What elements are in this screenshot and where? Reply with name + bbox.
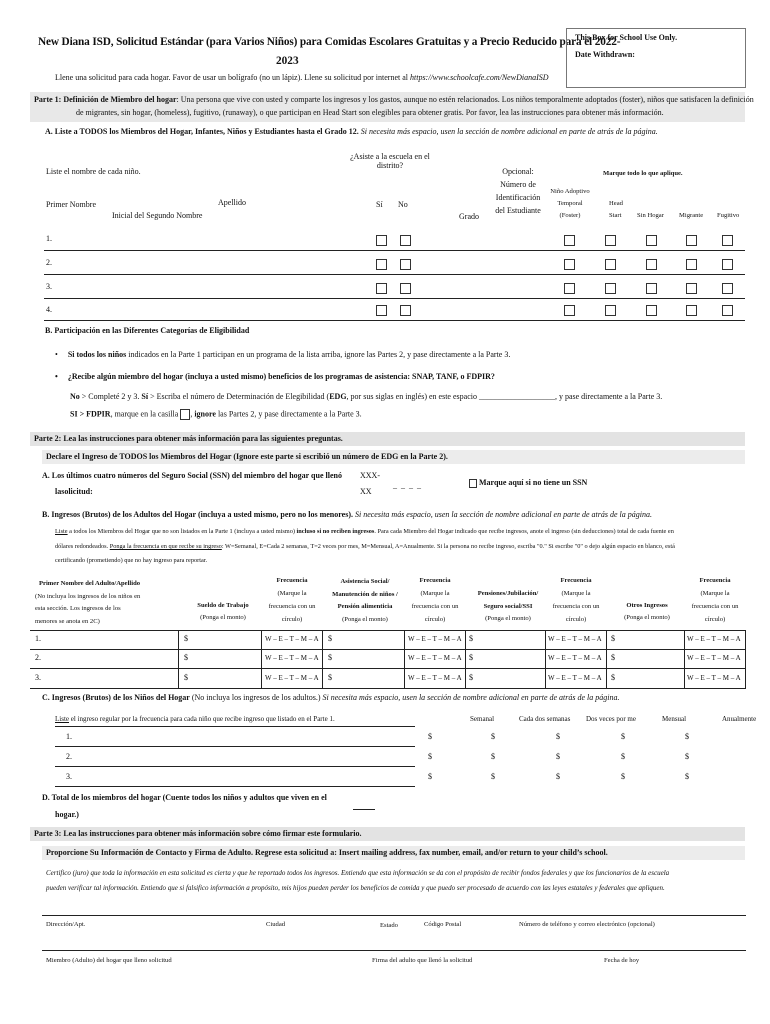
assistance-frequency[interactable]: W – E – T – M – A <box>408 635 462 643</box>
adult-table-bottom <box>30 688 746 689</box>
twice-monthly-amount[interactable]: $ <box>556 732 560 741</box>
attend-yes-checkbox[interactable] <box>376 305 387 316</box>
salary-frequency[interactable]: W – E – T – M – A <box>265 654 319 662</box>
annual-amount[interactable]: $ <box>685 752 689 761</box>
middle-initial-label: Inicial del Segundo Nombre <box>112 211 203 220</box>
homeless-checkbox[interactable] <box>646 283 657 294</box>
bullet-benefits <box>55 372 495 381</box>
twice-monthly-amount[interactable]: $ <box>556 772 560 781</box>
other-income-header <box>612 600 682 624</box>
other-frequency[interactable]: W – E – T – M – A <box>687 674 741 682</box>
identification-label: Identificación <box>495 193 541 202</box>
assistance-frequency[interactable]: W – E – T – M – A <box>408 674 462 682</box>
runaway-checkbox[interactable] <box>722 235 733 246</box>
freq-4: círculo) <box>424 616 446 623</box>
freq-4: círculo) <box>281 616 303 623</box>
no-option-text: > Completé 2 y 3. <box>79 392 142 401</box>
salary-2: (Ponga el monto) <box>200 614 246 621</box>
biweekly-amount[interactable]: $ <box>491 732 495 741</box>
signature-label: Firma del adulto que llenó la solicitud <box>372 957 473 964</box>
freq-1: Frecuencia <box>419 577 451 584</box>
pension-header <box>470 588 546 626</box>
household-def-label: Definición de Miembro del hogar <box>63 95 177 104</box>
runaway-label: Fugitivo <box>717 212 740 219</box>
section-c-italic: Si necesita más espacio, usen la sección de nombre adicional en parte de atrás de la página. <box>320 693 620 702</box>
assist-4: (Ponga el monto) <box>342 615 388 623</box>
income-note-1 <box>55 528 674 535</box>
annual-amount[interactable]: $ <box>685 772 689 781</box>
runaway-checkbox[interactable] <box>722 283 733 294</box>
attend-yes-checkbox[interactable] <box>376 235 387 246</box>
yes-option-text: > Escriba el número de Determinación de Elegibilidad ( <box>148 392 330 401</box>
section-a-bold: A. Liste a TODOS los Miembros del Hogar, Infantes, Niños y Estudiantes hasta el Grado 12. <box>45 127 359 136</box>
edg-text: , por sus siglas en inglés) en este espacio ___________________, y pase directamente a la Parte 3. <box>346 392 663 401</box>
foster-header <box>545 186 595 222</box>
freq-header-2 <box>404 574 466 626</box>
signature-line[interactable] <box>42 950 746 951</box>
optional-label: Opcional: <box>502 167 534 176</box>
adult-name-header <box>35 578 140 628</box>
yes-label: Sí <box>376 200 383 209</box>
note-list: Liste <box>55 528 68 535</box>
member-name-label: Miembro (Adulto) del hogar que lleno solicitud <box>46 957 172 964</box>
pension-1: Pensiones/Jubilación/ <box>477 590 539 597</box>
no-option-line <box>70 392 662 401</box>
edg-label: EDG <box>329 392 347 401</box>
col-divider <box>465 630 466 688</box>
section-c-heading <box>42 693 620 702</box>
pension-frequency[interactable]: W – E – T – M – A <box>548 635 602 643</box>
pension-frequency[interactable]: W – E – T – M – A <box>548 674 602 682</box>
foster-1: Niño Adoptivo <box>550 188 590 195</box>
other-amount[interactable]: $ <box>611 653 615 662</box>
household-def-text: : Una persona que vive con usted y comparte los ingresos y los gastos, aunque no estén relacionados. Los niños temporalmente adoptados (foster), niños que satisfacen la definición <box>176 95 754 104</box>
adult-h4: menores se anota en 2C) <box>35 617 100 625</box>
fdpir-option: SI > FDPIR <box>70 409 111 419</box>
other-2: (Ponga el monto) <box>624 614 670 621</box>
part3-heading: Parte 3: Lea las instrucciones para obtener más información sobre cómo firmar este formulario. <box>34 829 362 838</box>
section-2b-bold: B. Ingresos (Brutos) de los Adultos del Hogar (incluya a usted mismo, pero no los menores). <box>42 510 353 519</box>
migrant-checkbox[interactable] <box>686 259 697 270</box>
row-number: 1. <box>46 234 52 243</box>
ssn-xx: XX <box>360 487 372 496</box>
salary-frequency[interactable]: W – E – T – M – A <box>265 674 319 682</box>
row-number: 3. <box>46 282 52 291</box>
no-ssn-checkbox[interactable] <box>469 479 477 488</box>
ssn-input-dashes[interactable]: _ _ _ _ <box>393 481 422 490</box>
freq-3: frecuencia con un <box>691 603 739 610</box>
assistance-amount[interactable]: $ <box>328 634 332 643</box>
adult-h2: (No incluya los ingresos de los niños en <box>35 592 141 600</box>
mark-all-label: Marque todo lo que aplique. <box>603 170 683 177</box>
part1-definition-line1 <box>34 95 754 104</box>
number-label: Número de <box>500 180 536 189</box>
adult-row-number: 3. <box>35 673 41 682</box>
head-1: Head <box>609 200 623 207</box>
other-frequency[interactable]: W – E – T – M – A <box>687 635 741 643</box>
row-line <box>44 274 745 275</box>
adult-row-number: 1. <box>35 634 41 643</box>
child-row-line <box>55 766 415 767</box>
migrant-label: Migrante <box>679 212 704 219</box>
foster-checkbox[interactable] <box>564 235 575 246</box>
annual-amount[interactable]: $ <box>685 732 689 741</box>
pension-amount[interactable]: $ <box>469 634 473 643</box>
row-number: 2. <box>46 258 52 267</box>
section-b-heading: B. Participación en las Diferentes Categorías de Eligibilidad <box>45 326 250 335</box>
attend-no-checkbox[interactable] <box>400 235 411 246</box>
attend-q2: distrito? <box>376 161 404 170</box>
biweekly-amount[interactable]: $ <box>491 752 495 761</box>
monthly-header: Mensual <box>662 715 687 723</box>
student-label: del Estudiante <box>495 206 541 215</box>
freq-2: (Marque la <box>561 590 591 597</box>
section-d-line2: hogar.) <box>55 810 79 819</box>
address-label: Dirección/Apt. <box>46 921 86 928</box>
part2-heading: Parte 2: Lea las instrucciones para obtener más información para las siguientes preguntas. <box>34 434 343 443</box>
freq-1: Frecuencia <box>276 577 308 584</box>
all-children-text: indicados en la Parte 1 participan en un programa de la lista arriba, ignore las Partes 2, y pase directamente a la Parte 3. <box>126 350 511 359</box>
pension-amount[interactable]: $ <box>469 673 473 682</box>
freq-2: (Marque la <box>700 590 730 597</box>
col-divider <box>404 630 405 688</box>
weekly-header: Semanal <box>470 715 495 723</box>
adult-h1: Primer Nombre del Adulto/Apellido <box>39 580 141 587</box>
runaway-checkbox[interactable] <box>722 305 733 316</box>
note-bold: incluso si no reciben ingresos <box>296 528 375 535</box>
grade-label: Grado <box>459 212 479 221</box>
foster-checkbox[interactable] <box>564 283 575 294</box>
adult-table-line <box>30 668 746 669</box>
section-a-heading <box>45 127 658 136</box>
weekly-amount[interactable]: $ <box>428 772 432 781</box>
freq-3: frecuencia con un <box>552 603 600 610</box>
school-use-label: This Box for School Use Only. <box>575 33 678 42</box>
biweekly-amount[interactable]: $ <box>491 772 495 781</box>
col-divider <box>261 630 262 688</box>
child-row-line <box>55 746 415 747</box>
form-title-line2: 2023 <box>276 55 299 67</box>
foster-3: (Foster) <box>559 212 581 219</box>
child-row-number: 3. <box>66 772 72 781</box>
contact-instructions: Proporcione Su Información de Contacto y Firma de Adulto. Regrese esta solicitud a: Insert mailing address, fax number, email, and/or return to your child’s school. <box>46 848 608 857</box>
homeless-checkbox[interactable] <box>646 235 657 246</box>
twice-monthly-amount[interactable]: $ <box>556 752 560 761</box>
monthly-amount[interactable]: $ <box>621 772 625 781</box>
other-amount[interactable]: $ <box>611 634 615 643</box>
salary-amount[interactable]: $ <box>184 673 188 682</box>
col-divider <box>745 630 746 688</box>
row-line <box>44 298 745 299</box>
migrant-checkbox[interactable] <box>686 283 697 294</box>
instructions: Llene una solicitud para cada hogar. Favor de usar un bolígrafo (no un lápiz). Llene su solicitud por internet al <box>55 73 408 82</box>
assistance-header <box>326 576 404 626</box>
date-label: Fecha de hoy <box>604 957 640 964</box>
ignore-word: ignore <box>194 409 216 419</box>
migrant-checkbox[interactable] <box>686 305 697 316</box>
address-line[interactable] <box>42 915 746 916</box>
fdpir-checkbox[interactable] <box>180 409 190 420</box>
twice-monthly-header: Dos veces por me <box>586 715 636 723</box>
assist-1: Asistencia Social/ <box>340 578 390 585</box>
foster-checkbox[interactable] <box>564 305 575 316</box>
salary-amount[interactable]: $ <box>184 634 188 643</box>
instructions-text <box>55 73 549 82</box>
child-row-number: 2. <box>66 752 72 761</box>
homeless-label: Sin Hogar <box>637 212 664 219</box>
part1-heading: Parte 1: <box>34 95 62 104</box>
last-name-label: Apellido <box>218 198 246 207</box>
head-start-header <box>609 198 623 222</box>
col-divider <box>178 630 179 688</box>
no-ssn-option <box>469 478 587 488</box>
head-start-checkbox[interactable] <box>605 235 616 246</box>
bullet-icon: • <box>55 350 58 359</box>
zip-label: Código Postal <box>424 921 462 928</box>
freq-header-3 <box>544 574 608 626</box>
city-label: Ciudad <box>266 921 286 928</box>
other-1: Otros Ingresos <box>626 602 668 609</box>
homeless-checkbox[interactable] <box>646 259 657 270</box>
freq-1: Frecuencia <box>699 577 731 584</box>
date-withdrawn-label: Date Withdrawn: <box>575 50 635 59</box>
income-note-3: certificando (prometiendo) que no hay ingreso para reportar. <box>55 557 208 564</box>
all-children-bold: Si todos los niños <box>67 350 127 359</box>
section-a-italic: Si necesita más espacio, usen la sección de nombre adicional en parte de atrás de la página. <box>360 127 658 136</box>
migrant-checkbox[interactable] <box>686 235 697 246</box>
runaway-checkbox[interactable] <box>722 259 733 270</box>
assistance-frequency[interactable]: W – E – T – M – A <box>408 654 462 662</box>
pension-2: Seguro social/SSI <box>483 602 533 610</box>
foster-2: Temporal <box>557 200 583 207</box>
section-2b-heading <box>42 510 652 519</box>
list-child-label: Liste el nombre de cada niño. <box>46 167 141 176</box>
col-divider <box>322 630 323 688</box>
col-divider <box>545 630 546 688</box>
freq-4: círculo) <box>565 616 587 623</box>
col-divider <box>606 630 607 688</box>
other-frequency[interactable]: W – E – T – M – A <box>687 654 741 662</box>
child-income-text: el ingreso regular por la frecuencia para cada niño que recibe ingreso que listado en el Parte 1. <box>69 715 335 723</box>
row-line <box>44 250 745 251</box>
attend-no-checkbox[interactable] <box>400 305 411 316</box>
no-label: No <box>398 200 408 209</box>
head-start-checkbox[interactable] <box>605 259 616 270</box>
monthly-amount[interactable]: $ <box>621 732 625 741</box>
state-label: Estado <box>380 922 398 929</box>
freq-header-4 <box>684 574 746 626</box>
certification-line2: pueden verificar tal información. Entiendo que si falsifico información a propósito, mis hijos pueden perder los beneficios de comida y que puedo ser procesado de acuerdo con las leyes estatales y federales que apliquen. <box>46 884 665 892</box>
adult-table-top <box>30 630 746 631</box>
attend-yes-checkbox[interactable] <box>376 283 387 294</box>
no-ssn-label: Marque aquí si no tiene un SSN <box>479 478 588 487</box>
adult-row-number: 2. <box>35 653 41 662</box>
annual-header: Anualmente <box>722 715 757 723</box>
adult-h3: esta sección. Los ingresos de los <box>35 605 121 612</box>
homeless-checkbox[interactable] <box>646 305 657 316</box>
fdpir-end-text: las Partes 2, y pase directamente a la Parte 3. <box>215 409 362 419</box>
weekly-amount[interactable]: $ <box>428 752 432 761</box>
website-link[interactable]: https://www.schoolcafe.com/NewDianaISD <box>410 73 549 82</box>
student-id-header <box>488 165 548 217</box>
attend-q1: ¿Asiste a la escuela en el <box>350 152 430 161</box>
child-row-number: 1. <box>66 732 72 741</box>
note-end-2: : W=Semanal, E=Cada 2 semanas, T=2 veces por mes, M=Mensual, A=Anualmente. Si la persona no recibe ingreso, escriba "0." Si escribe "0" o dejo algún espacio en blanco, está <box>221 543 675 550</box>
note-text-1: a todos los Miembros del Hogar que no son listados en la Parte 1 (incluya a usted mismo) <box>67 528 297 535</box>
ssn-question-1: A. Los últimos cuatro números del Seguro Social (SSN) del miembro del hogar que llenó <box>42 471 342 480</box>
freq-1: Frecuencia <box>560 577 592 584</box>
no-option: No <box>70 392 80 401</box>
ssn-xxx: XXX- <box>360 471 380 480</box>
salary-frequency[interactable]: W – E – T – M – A <box>265 635 319 643</box>
foster-checkbox[interactable] <box>564 259 575 270</box>
form-title-line1: New Diana ISD, Solicitud Estándar (para Varios Niños) para Comidas Escolares Gratuitas y a Precio Reducido para el 2022- <box>38 36 621 48</box>
section-d-line1: D. Total de los miembros del hogar (Cuente todos los niños y adultos que viven en el <box>42 793 327 802</box>
declare-income-text: Declare el Ingreso de TODOS los Miembros del Hogar (Ignore este parte si escribió un número de EDG en la Parte 2). <box>46 452 448 461</box>
first-name-label: Primer Nombre <box>46 200 96 209</box>
school-use-box <box>566 28 746 88</box>
child-income-list: Liste <box>55 715 69 723</box>
freq-2: (Marque la <box>420 590 450 597</box>
assist-2: Manutención de niños / <box>332 590 398 598</box>
attend-yes-checkbox[interactable] <box>376 259 387 270</box>
section-c-bold: C. Ingresos (Brutos) de los Niños del Hogar <box>42 693 190 702</box>
monthly-amount[interactable]: $ <box>621 752 625 761</box>
note-start-2: dólares redondeados. <box>55 543 110 550</box>
row-number: 4. <box>46 305 52 314</box>
salary-header <box>188 600 258 624</box>
child-income-header-line <box>55 726 415 727</box>
freq-4: círculo) <box>704 616 726 623</box>
attend-question <box>340 152 440 170</box>
biweekly-header: Cada dos semanas <box>519 715 571 723</box>
child-row-line <box>55 786 415 787</box>
freq-2: (Marque la <box>277 590 307 597</box>
part1-definition-line2: de migrantes, sin hogar, (homeless), fugitivo, (runaway), o que participan en Head Start son elegibles para obtener gratis. Por favor, lea las instrucciones para obtener más información. <box>76 108 664 117</box>
phone-email-label: Número de teléfono y correo electrónico (opcional) <box>519 921 655 928</box>
bullet-icon: • <box>55 372 58 381</box>
weekly-amount[interactable]: $ <box>428 732 432 741</box>
household-total-field[interactable] <box>353 809 375 810</box>
freq-3: frecuencia con un <box>411 603 459 610</box>
head-2: Start <box>609 212 622 219</box>
adult-table-line <box>30 649 746 650</box>
freq-3: frecuencia con un <box>268 603 316 610</box>
bullet-all-children <box>55 350 510 359</box>
freq-header-1 <box>261 574 323 626</box>
salary-amount[interactable]: $ <box>184 653 188 662</box>
assistance-amount[interactable]: $ <box>328 653 332 662</box>
note-underline-2: Ponga la frecuencia en que recibe su ingreso <box>109 543 222 550</box>
head-start-checkbox[interactable] <box>605 283 616 294</box>
attend-no-checkbox[interactable] <box>400 283 411 294</box>
section-c-text: (No incluya los ingresos de los adultos.) <box>189 693 321 702</box>
assist-3: Pensión alimenticia <box>337 603 393 610</box>
fdpir-line: SI > FDPIR, marque en la casilla , ignore las Partes 2, y pase directamente a la Parte 3. <box>70 409 362 419</box>
other-amount[interactable]: $ <box>611 673 615 682</box>
pension-amount[interactable]: $ <box>469 653 473 662</box>
certification-line1: Certifico (juro) que toda la información en esta solicitud es cierta y que he reportado todos los ingresos. Entiendo que esta información se da con el propósito de recibir fondos federales y que los funcionarios de la escuela <box>46 869 670 877</box>
salary-1: Sueldo de Trabajo <box>197 602 249 609</box>
benefits-question: ¿Recibe algún miembro del hogar (incluya a usted mismo) beneficios de los programas de asistencia: SNAP, TANF, o FDPIR? <box>67 372 495 381</box>
section-2b-italic: Si necesita más espacio, usen la sección de nombre adicional en parte de atrás de la página. <box>352 510 652 519</box>
head-start-checkbox[interactable] <box>605 305 616 316</box>
row-line <box>44 320 745 321</box>
col-divider <box>684 630 685 688</box>
child-income-instructions <box>55 715 335 723</box>
income-note-2 <box>55 543 675 550</box>
assistance-amount[interactable]: $ <box>328 673 332 682</box>
ssn-question-2: lasolicitud: <box>55 487 93 496</box>
yes-option: Sí <box>141 392 149 401</box>
fdpir-text: , marque en la casilla <box>110 409 179 419</box>
attend-no-checkbox[interactable] <box>400 259 411 270</box>
pension-3: (Ponga el monto) <box>485 615 531 622</box>
note-end-1: . Para cada Miembro del Hogar indicado que recibe ingresos, anote el ingreso (sin deducciones) total de cada fuente en <box>374 528 674 535</box>
pension-frequency[interactable]: W – E – T – M – A <box>548 654 602 662</box>
